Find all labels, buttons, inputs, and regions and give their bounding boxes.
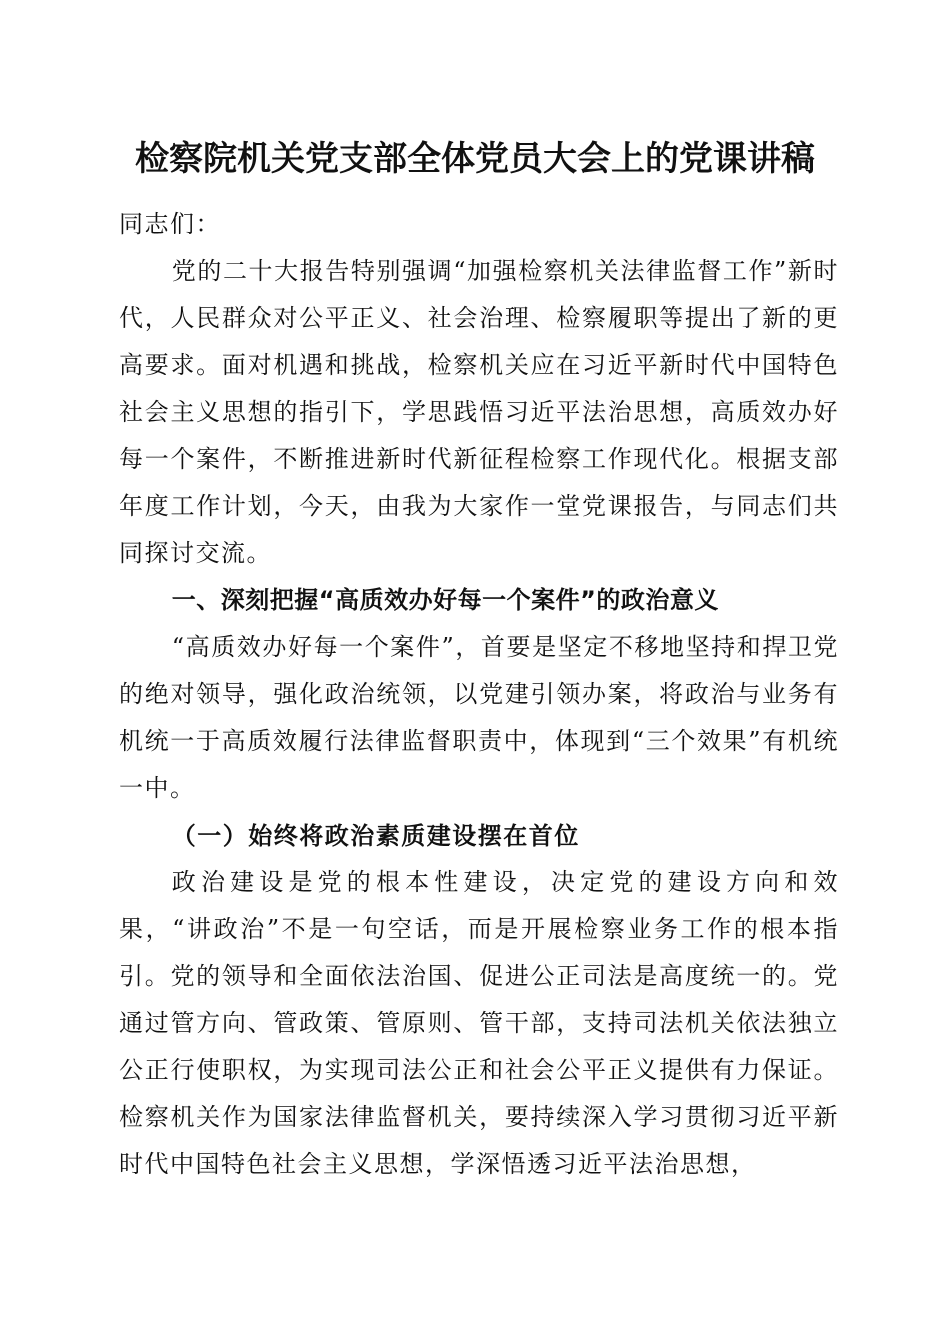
intro-paragraph: 党的二十大报告特别强调“加强检察机关法律监督工作”新时代，人民群众对公平正义、社会治理、检察履职等提出了新的更高要求。面对机遇和挑战，检察机关应在习近平新时代中国特色社会主义思想的指引下，学思践悟习近平法治思想，高质效办好每一个案件，不断推进新时代新征程检察工作现代化。根据支部年度工作计划，今天，由我为大家作一堂党课报告，与同志们共同探讨交流。 [119,257,839,567]
subsection-heading-1: （一）始终将政治素质建设摆在首位 [171,821,580,850]
section-heading-1: 一、深刻把握“高质效办好每一个案件”的政治意义 [171,586,719,614]
document-body [119,201,839,1188]
subsection-1-paragraph: 政治建设是党的根本性建设，决定党的建设方向和效果，“讲政治”不是一句空话，而是开展检察业务工作的根本指引。党的领导和全面依法治国、促进公正司法是高度统一的。党通过管方向、管政策、管原则、管干部，支持司法机关依法独立公正行使职权，为实现司法公正和社会公平正义提供有力保证。检察机关作为国家法律监督机关，要持续深入学习贯彻习近平新时代中国特色社会主义思想，学深悟透习近平法治思想， [119,868,839,1178]
salutation: 同志们： [119,210,221,238]
document-title: 检察院机关党支部全体党员大会上的党课讲稿 [135,139,815,179]
section-1-paragraph: “高质效办好每一个案件”，首要是坚定不移地坚持和捍卫党的绝对领导，强化政治统领，以党建引领办案，将政治与业务有机统一于高质效履行法律监督职责中，体现到“三个效果”有机统一中。 [119,633,839,802]
